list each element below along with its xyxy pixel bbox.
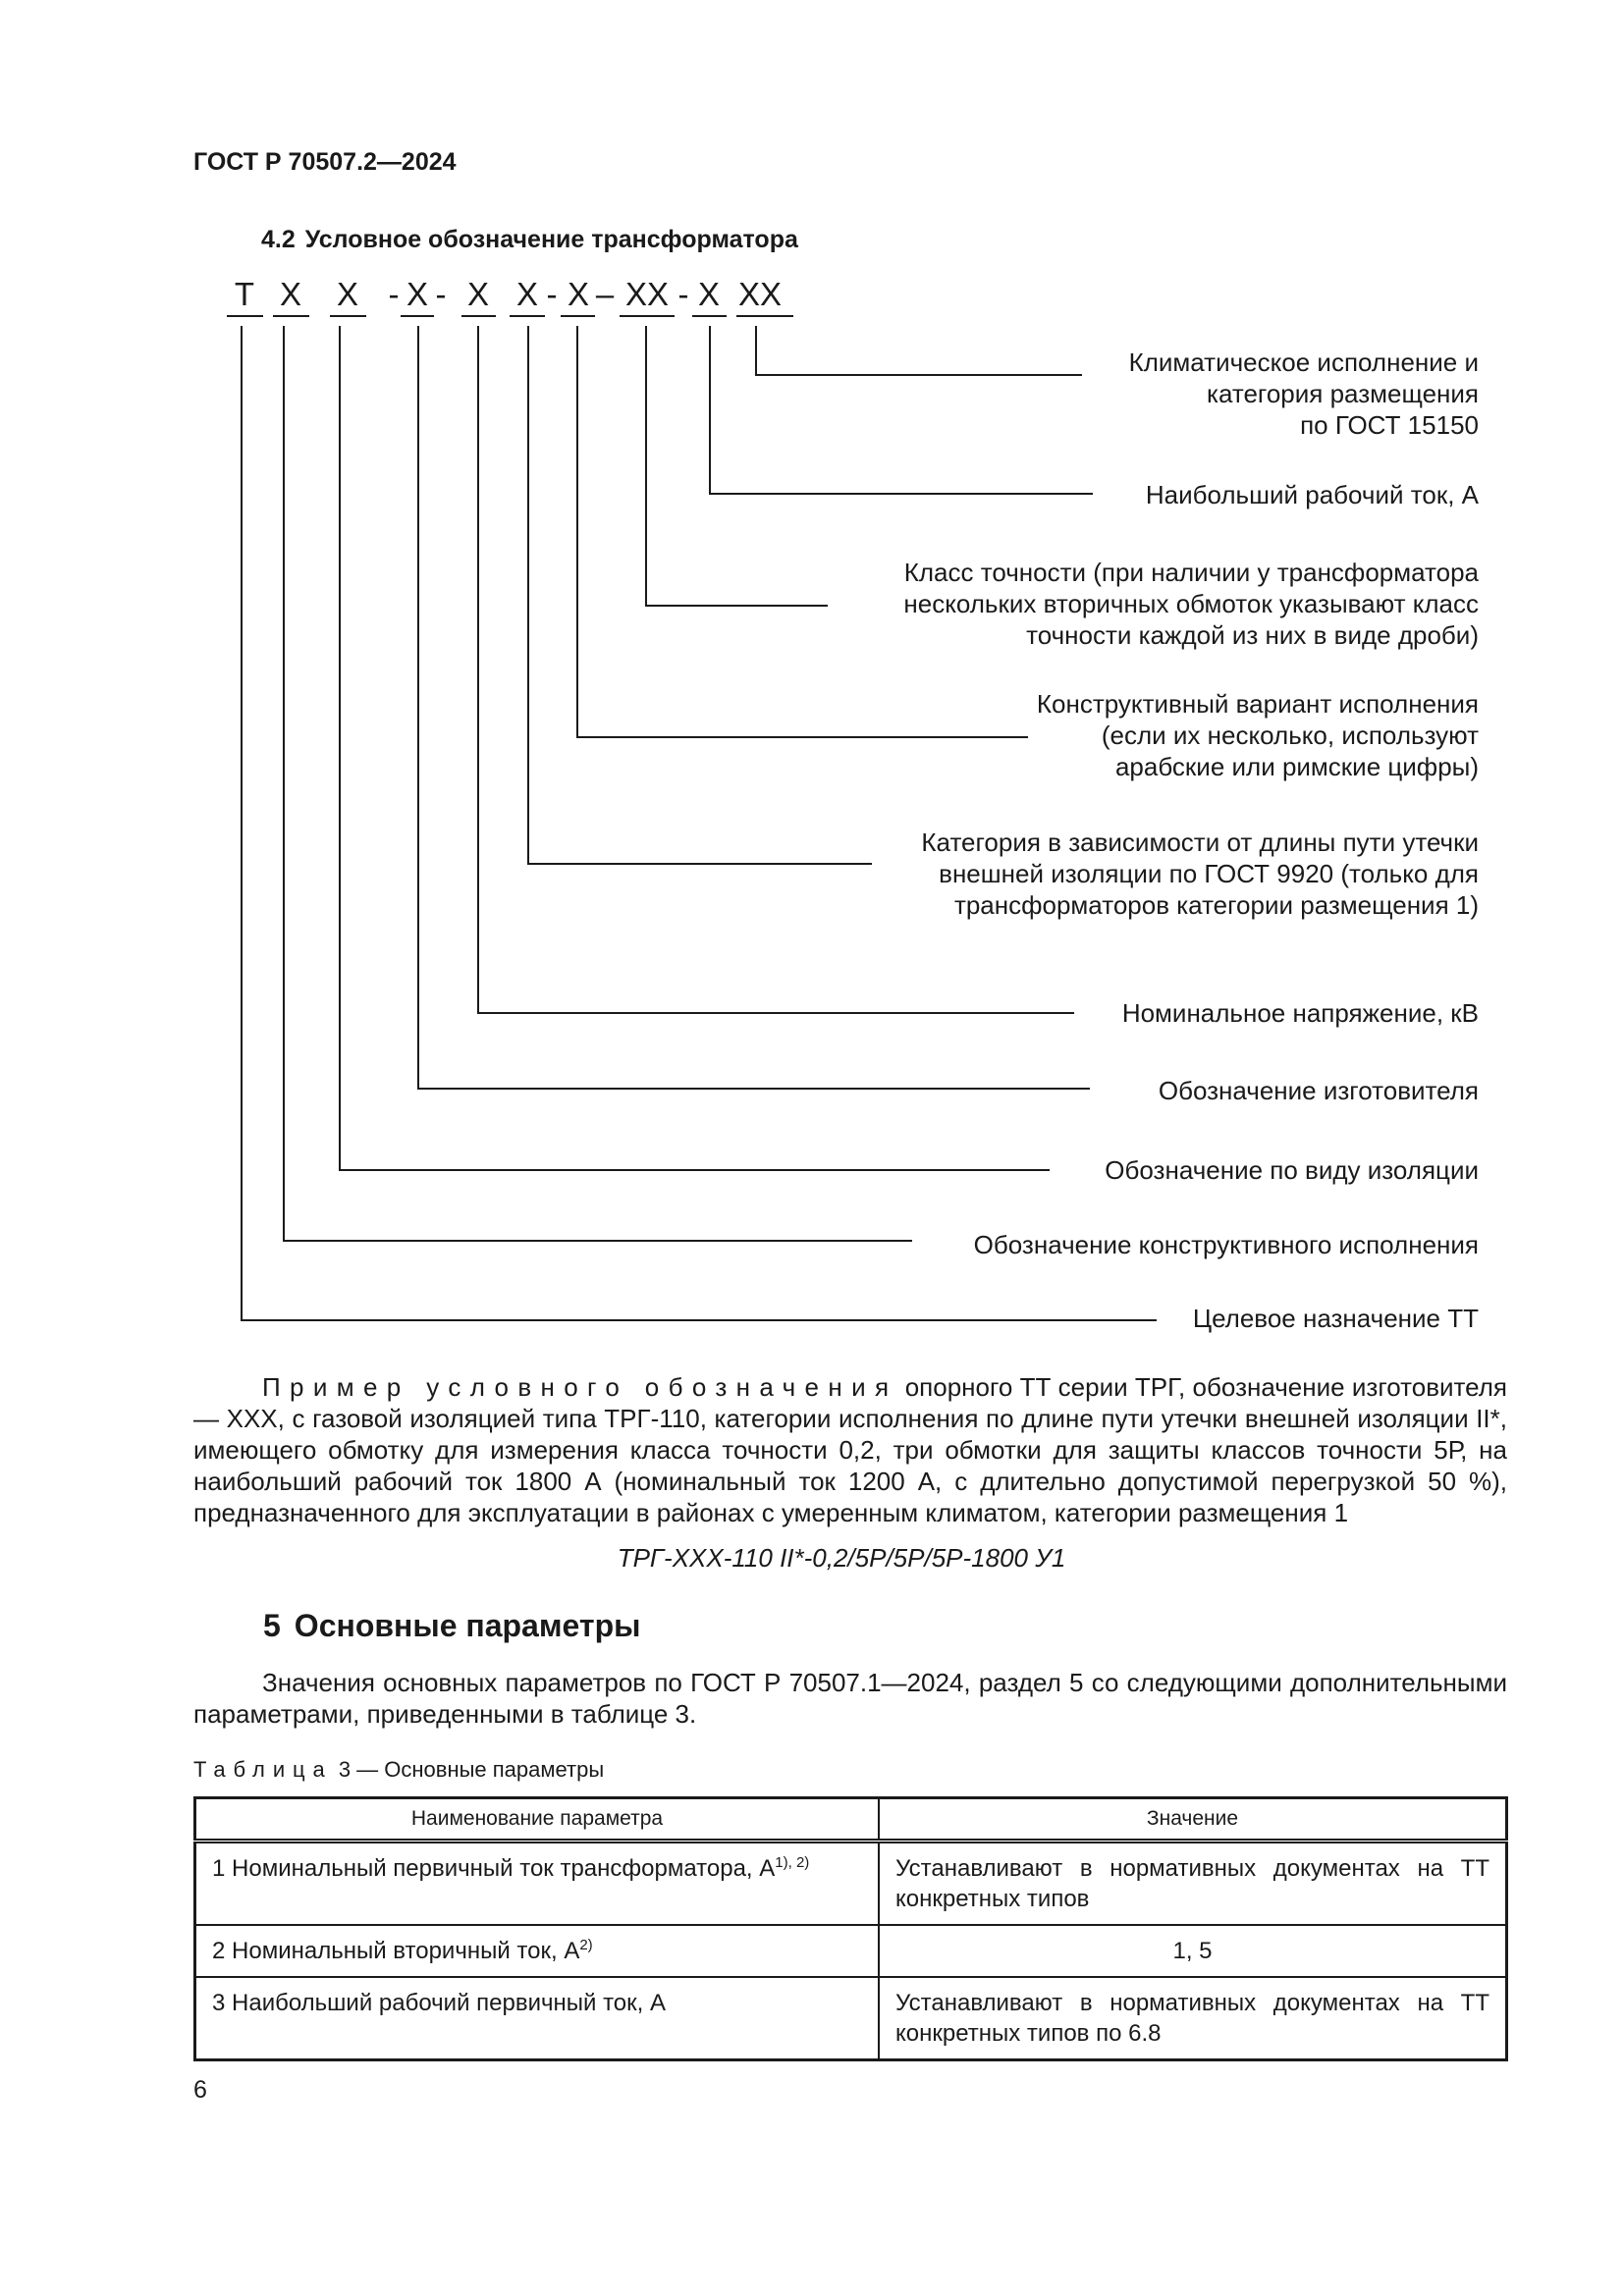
callout-line: Наибольший рабочий ток, А [1145, 480, 1479, 509]
code-char: ХХ [624, 276, 670, 312]
callout-line: арабские или римские цифры) [1114, 752, 1479, 781]
callout-insulation-type [1105, 1154, 1479, 1186]
parameters-table [193, 1796, 1508, 2061]
example-label: Пример условного обозначения [262, 1372, 898, 1402]
param-name: 2 Номинальный вторичный ток, А [212, 1938, 580, 1964]
table-row [195, 1925, 1507, 1977]
callout-manufacturer [1159, 1075, 1479, 1106]
value-cell: Устанавливают в нормативных документах на ТТ конкретных типов [879, 1842, 1507, 1926]
leader-line [710, 326, 1093, 494]
callout-climatic [1129, 347, 1479, 441]
value-cell: 1, 5 [879, 1925, 1507, 1977]
leader-line [340, 326, 1050, 1170]
table-caption-text: 3 — Основные параметры [332, 1757, 605, 1782]
callout-max-current [1146, 479, 1479, 510]
callout-line: точности каждой из них в виде дроби) [1026, 620, 1479, 650]
leader-line [418, 326, 1090, 1089]
code-char: Х [567, 276, 589, 312]
code-char: Х [697, 276, 720, 312]
section-title: Основные параметры [294, 1608, 641, 1643]
table-row [195, 1842, 1507, 1926]
param-cell [195, 1925, 880, 1977]
code-char: - [435, 276, 447, 312]
callout-line: трансформаторов категории размещения 1) [953, 890, 1479, 920]
callout-line: Номинальное напряжение, кВ [1121, 998, 1479, 1028]
footnote-ref: 2) [579, 1937, 593, 1953]
callout-purpose [1193, 1303, 1479, 1334]
callout-line: Целевое назначение ТТ [1192, 1304, 1479, 1333]
table-caption-word: Таблица [193, 1757, 333, 1782]
page-number: 6 [193, 2076, 207, 2104]
param-cell [195, 1977, 880, 2060]
leader-line [646, 326, 828, 606]
leader-line [284, 326, 912, 1241]
code-char: Х [336, 276, 358, 312]
example-formula: ТРГ-ХХХ-110 II*-0,2/5Р/5Р/5Р-1800 У1 [617, 1543, 1066, 1573]
table-caption [193, 1757, 604, 1783]
leader-line [242, 326, 1157, 1320]
code-char: Х [279, 276, 301, 312]
code-char: – [595, 276, 615, 312]
example-text: опорного ТТ серии ТРГ, обозначение изготовителя — ХХХ, с газовой изоляцией типа ТРГ-110, категории исполнения по длине пути утечки внешней изоляции II*, имеющего обмотку для измерения класса точности 0,2, три обмотки для защиты классов точности 5Р, на наибольший рабочий ток 1800 А (номинальный ток 1200 А, с длительно допустимой перегрузкой 50 %), предназначенного для эксплуатации в районах с умеренным климатом, категории размещения 1 [193, 1372, 1507, 1527]
section-title: Условное обозначение трансформатора [304, 226, 798, 253]
section-5-heading [263, 1608, 640, 1644]
code-char: ХХ [737, 276, 783, 312]
code-char: - [677, 276, 689, 312]
callout-line: по ГОСТ 15150 [1300, 410, 1479, 440]
callout-design-variant [1037, 688, 1479, 782]
callout-creepage-category [921, 827, 1479, 921]
code-char: - [546, 276, 558, 312]
code-char: Х [466, 276, 489, 312]
callout-line: Конструктивный вариант исполнения [1036, 689, 1479, 719]
param-cell [195, 1842, 880, 1926]
callout-line: (если их несколько, используют [1101, 721, 1479, 750]
callout-line: категория размещения [1207, 379, 1479, 408]
intro-text: Значения основных параметров по ГОСТ Р 70507.1—2024, раздел 5 со следующими дополнительными параметрами, приведенными в таблице 3. [193, 1668, 1507, 1729]
column-header: Наименование параметра [195, 1798, 880, 1842]
param-name: 1 Номинальный первичный ток трансформатора, А [212, 1855, 776, 1882]
callout-line: внешней изоляции по ГОСТ 9920 (только для [939, 859, 1479, 888]
callout-accuracy-class [903, 557, 1479, 651]
leader-line [577, 326, 1028, 737]
callout-rated-voltage [1122, 997, 1479, 1029]
callout-line: Обозначение изготовителя [1158, 1076, 1479, 1105]
code-char: Х [406, 276, 428, 312]
leader-line [528, 326, 872, 864]
footnote-ref: 1), 2) [775, 1854, 810, 1871]
callout-design-type [974, 1229, 1479, 1260]
section-number: 4.2 [261, 226, 296, 253]
callout-line: Категория в зависимости от длины пути утечки [921, 828, 1479, 857]
value-cell: Устанавливают в нормативных документах на ТТ конкретных типов по 6.8 [879, 1977, 1507, 2060]
callout-line: Класс точности (при наличии у трансформатора [903, 558, 1479, 587]
callout-line: Климатическое исполнение и [1128, 347, 1479, 377]
leader-line [756, 326, 1082, 375]
table-header-row [195, 1798, 1507, 1842]
column-header: Значение [879, 1798, 1507, 1842]
section-number: 5 [263, 1608, 281, 1643]
code-char: Х [515, 276, 538, 312]
code-char: - [388, 276, 400, 312]
code-char: Т [234, 276, 255, 312]
param-name: 3 Наибольший рабочий первичный ток, А [212, 1990, 666, 2016]
callout-line: Обозначение конструктивного исполнения [973, 1230, 1479, 1259]
table-row [195, 1977, 1507, 2060]
callout-line: Обозначение по виду изоляции [1105, 1155, 1479, 1185]
callout-line: нескольких вторичных обмоток указывают класс [903, 589, 1479, 618]
document-header: ГОСТ Р 70507.2—2024 [193, 148, 457, 176]
section-5-intro [193, 1667, 1507, 1730]
example-paragraph [193, 1371, 1507, 1528]
